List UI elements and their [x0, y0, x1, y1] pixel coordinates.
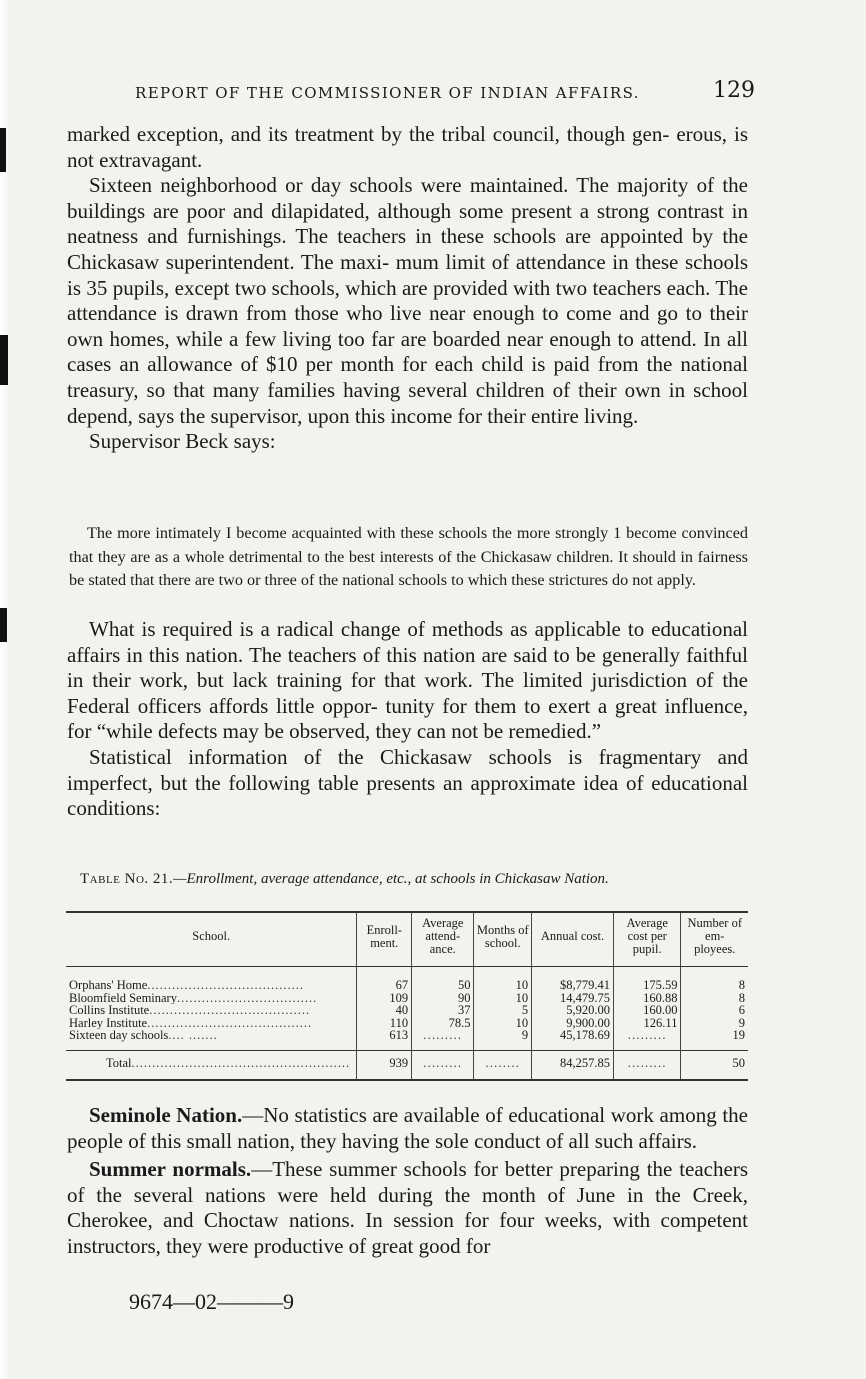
school-name: Collins Institute....................................... [69, 1004, 311, 1017]
header-attendance: Average attend- ance. [412, 912, 474, 967]
avg-cost-cell: 160.88 [613, 992, 681, 1005]
paragraph-continued: marked exception, and its treatment by the tribal council, though gen- erous, is not extravagant. [67, 122, 748, 172]
paragraph-statistical: Statistical information of the Chickasaw schools is fragmentary and imperfect, but the following table presents an approximate idea of educational conditions: [67, 744, 748, 821]
school-name: Harley Institute........................................ [69, 1016, 313, 1029]
school-name: Sixteen day schools.... ....... [69, 1029, 218, 1042]
months-cell: 9 [474, 1029, 532, 1050]
binding-mark [0, 128, 6, 172]
enrollment-cell: 613 [357, 1029, 412, 1050]
header-months: Months of school. [474, 912, 532, 967]
cost-cell: 14,479.75 [532, 992, 614, 1005]
block-quote: The more intimately I become acquainted with these schools the more strongly 1 become convinced that they are as a whole detrimental to the best interests of the Chickasaw children. It should in fairness be stated that there are two or three of the national schools to which these strictures do not apply. [69, 524, 748, 589]
school-name: Bloomfield Seminary.................................. [69, 991, 318, 1004]
months-cell: 10 [474, 992, 532, 1005]
header-annual-cost: Annual cost. [532, 912, 614, 967]
table-caption-text: —Enrollment, average attendance, etc., at schools in Chickasaw Nation. [173, 871, 609, 887]
total-avg-cost: ......... [613, 1050, 681, 1080]
statistics-table [66, 911, 748, 1081]
avg-cost-cell: 126.11 [613, 1017, 681, 1030]
binding-mark [0, 335, 8, 385]
running-head-title: REPORT OF THE COMMISSIONER OF INDIAN AFFAIRS. [135, 84, 640, 102]
header-school: School. [66, 912, 357, 967]
total-cost: 84,257.85 [532, 1050, 614, 1080]
enrollment-cell: 40 [357, 1004, 412, 1017]
run-in-heading: Summer normals. [89, 1157, 252, 1182]
avg-cost-cell: ......... [613, 1029, 681, 1050]
cost-cell: 45,178.69 [532, 1029, 614, 1050]
binding-mark [0, 608, 7, 642]
header-employees: Number of em- ployees. [681, 912, 748, 967]
paragraph-required: What is required is a radical change of methods as applicable to educational affairs in this nation. The teachers of this nation are said to be generally faithful in their work, but lack training for that work. The limited jurisdiction of the Federal officers affords little oppor- tunity for them to exert a great influence, for “while defects may be observed, they can not be remedied.” [67, 617, 748, 744]
paragraph-summer-normals: Summer normals.—These summer schools for better preparing the teachers of the several nations were held during the month of June in the Creek, Cherokee, and Choctaw nations. In session for four weeks, with competent instructors, they were productive of great good for [67, 1157, 748, 1258]
attendance-cell: ......... [412, 1029, 474, 1050]
header-enrollment: Enroll- ment. [357, 912, 412, 967]
table-label: Table No. 21. [80, 871, 174, 887]
months-cell: 5 [474, 1004, 532, 1017]
run-in-heading: Seminole Nation. [89, 1103, 243, 1127]
cost-cell: 5,920.00 [532, 1004, 614, 1017]
table-header-row [66, 912, 748, 967]
table-row [66, 967, 748, 992]
table-row [66, 1004, 748, 1017]
avg-cost-cell: 175.59 [613, 967, 681, 992]
employees-cell: 8 [681, 992, 748, 1005]
attendance-cell: 37 [412, 1004, 474, 1017]
total-enrollment: 939 [357, 1050, 412, 1080]
total-attendance: ......... [412, 1050, 474, 1080]
months-cell: 10 [474, 967, 532, 992]
attendance-cell: 78.5 [412, 1017, 474, 1030]
paragraph-day-schools: Sixteen neighborhood or day schools were maintained. The majority of the buildings are poor and dilapidated, although some present a strong contrast in neatness and furnishings. The teachers in these schools are appointed by the Chickasaw superintendent. The maxi- mum limit of attendance in these schools is 35 pupils, except two schools, which are provided with two teachers each. The attendance is drawn from those who live near enough to come and go to their own homes, while a few living too far are boarded near enough to attend. In all cases an allowance of $10 per month for each child is paid from the national treasury, so that many families having several children of their own in school depend, says the supervisor, upon this income for their entire living. [67, 173, 748, 428]
body-block-bottom [67, 1103, 748, 1260]
paragraph-beck-says: Supervisor Beck says: [89, 429, 276, 454]
employees-cell: 9 [681, 1017, 748, 1030]
attendance-cell: 90 [412, 992, 474, 1005]
body-block-top [67, 122, 748, 455]
body-block-middle [67, 617, 748, 822]
enrollment-cell: 110 [357, 1017, 412, 1030]
page-number: 129 [713, 78, 755, 103]
avg-cost-cell: 160.00 [613, 1004, 681, 1017]
employees-cell: 19 [681, 1029, 748, 1050]
header-avg-cost: Average cost per pupil. [613, 912, 681, 967]
table-row [66, 1029, 748, 1050]
table-total-row [66, 1050, 748, 1080]
cost-cell: $8,779.41 [532, 967, 614, 992]
total-months: ........ [474, 1050, 532, 1080]
school-name: Orphans' Home...................................... [69, 978, 305, 992]
total-employees: 50 [681, 1050, 748, 1080]
cost-cell: 9,900.00 [532, 1017, 614, 1030]
employees-cell: 8 [681, 967, 748, 992]
enrollment-cell: 109 [357, 992, 412, 1005]
total-label: Total..................................................... [66, 1050, 357, 1080]
employees-cell: 6 [681, 1004, 748, 1017]
enrollment-cell: 67 [357, 967, 412, 992]
months-cell: 10 [474, 1017, 532, 1030]
scan-edge [0, 0, 10, 1379]
signature-line: 9674—02———9 [129, 1289, 294, 1314]
table-caption [80, 871, 760, 888]
attendance-cell: 50 [412, 967, 474, 992]
paragraph-seminole: Seminole Nation.—No statistics are available of educational work among the people of this small nation, they having the sole conduct of all such affairs. [67, 1103, 748, 1153]
